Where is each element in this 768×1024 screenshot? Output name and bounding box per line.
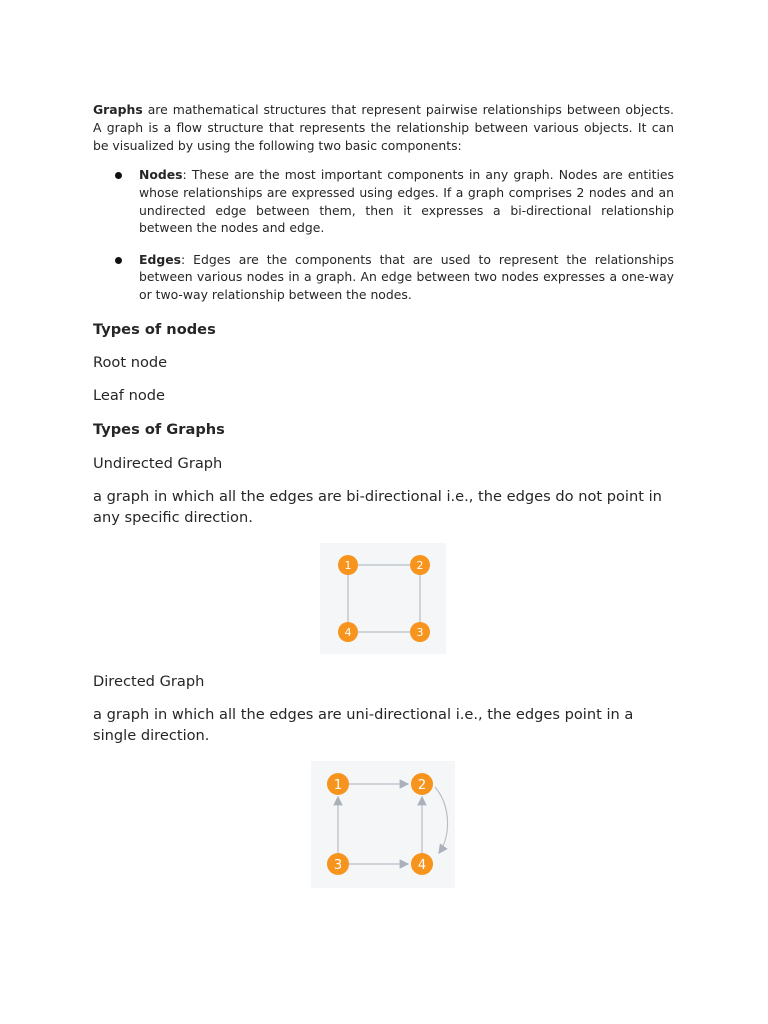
- edges-term: Edges: [139, 251, 181, 267]
- node-label: 3: [333, 858, 343, 873]
- directed-graph-title: Directed Graph: [93, 673, 205, 690]
- nodes-text: : These are the most important components in any graph. Nodes are entities whose relationships are expressed using edges. If a graph comprises 2 nodes and an undirected edge between them, then it expresses a bi-directional relationship between the nodes and edge.: [139, 167, 674, 236]
- node-label: 3: [416, 626, 424, 639]
- list-item-edges: [93, 251, 674, 304]
- graph-node-1: [338, 555, 358, 575]
- bullet-icon: [115, 257, 122, 264]
- node-label: 1: [344, 559, 352, 572]
- node-label: 2: [416, 559, 424, 572]
- document-page: [93, 101, 674, 318]
- undirected-graph-title: Undirected Graph: [93, 455, 223, 472]
- undirected-graph-figure: [320, 543, 446, 654]
- undirected-graph-svg: [320, 543, 446, 654]
- root-node-text: Root node: [93, 354, 168, 371]
- bullet-icon: [115, 172, 122, 179]
- node-label: 1: [333, 778, 343, 793]
- graph-node-3: [327, 853, 349, 875]
- node-label: 2: [417, 778, 427, 793]
- directed-graph-svg: [311, 761, 455, 888]
- graph-node-4: [338, 622, 358, 642]
- undirected-graph-description: a graph in which all the edges are bi-directional i.e., the edges do not point in any specific direction.: [93, 488, 662, 526]
- node-label: 4: [417, 858, 427, 873]
- types-of-nodes-heading: Types of nodes: [93, 321, 216, 338]
- intro-text: are mathematical structures that represent pairwise relationships between objects. A graph is a flow structure that represents the relationship between various objects. It can be visualized by using the following two basic components:: [93, 102, 674, 153]
- node-label: 4: [344, 626, 352, 639]
- intro-term: Graphs: [93, 102, 143, 117]
- graph-node-4: [411, 853, 433, 875]
- list-item-nodes: [93, 166, 674, 236]
- graph-node-2: [411, 773, 433, 795]
- directed-graph-description: a graph in which all the edges are uni-directional i.e., the edges point in a single direction.: [93, 706, 634, 744]
- intro-paragraph: [93, 101, 674, 154]
- leaf-node-text: Leaf node: [93, 387, 165, 404]
- components-list: [93, 166, 674, 303]
- edges-text: : Edges are the components that are used to represent the relationships between various nodes in a graph. An edge between two nodes expresses a one-way or two-way relationship between the nodes.: [139, 251, 674, 302]
- nodes-term: Nodes: [139, 167, 183, 183]
- graph-node-2: [410, 555, 430, 575]
- edge-2-to-4: [435, 787, 448, 853]
- types-of-graphs-heading: Types of Graphs: [93, 421, 225, 438]
- graph-node-1: [327, 773, 349, 795]
- directed-graph-figure: [311, 761, 455, 888]
- graph-node-3: [410, 622, 430, 642]
